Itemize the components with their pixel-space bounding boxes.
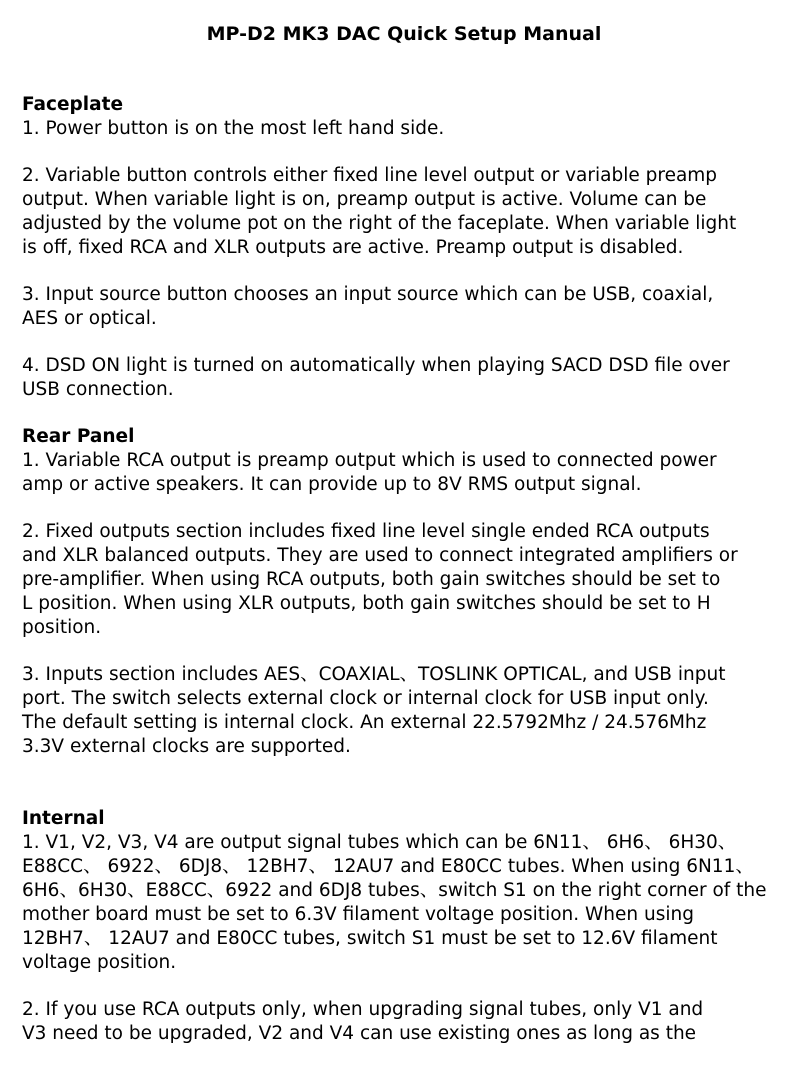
internal-section (22, 807, 794, 1046)
internal-item-1: 1. V1, V2, V3, V4 are output signal tubes which can be 6N11、 6H6、 6H30、 E88CC、 6922、 6DJ8、 12BH7、 12AU7 and E80CC tubes. When using 6N11、 6H6、6H30、E88CC、6922 and 6DJ8 tubes、switch S1 on the right corner of the mother board must be set to 6.3V filament voltage position. When using 12BH7、 12AU7 and E80CC tubes, switch S1 must be set to 12.6V filament voltage position. (22, 832, 767, 973)
faceplate-item-4: 4. DSD ON light is turned on automatically when playing SACD DSD file over USB connection. (22, 355, 730, 400)
manual-content (22, 93, 794, 1046)
faceplate-section (22, 93, 794, 402)
section-heading-rear-panel: Rear Panel (22, 426, 135, 447)
faceplate-item-1: 1. Power button is on the most left hand side. (22, 118, 445, 139)
page-title: MP-D2 MK3 DAC Quick Setup Manual (206, 23, 602, 45)
rear-panel-item-2: 2. Fixed outputs section includes fixed line level single ended RCA outputs and XLR balanced outputs. They are used to connect integrated amplifiers or pre-amplifier. When using RCA outputs, both gain switches should be set to L position. When using XLR outputs, both gain switches should be set to H position. (22, 521, 738, 638)
section-heading-faceplate: Faceplate (22, 94, 124, 115)
rear-panel-item-3: 3. Inputs section includes AES、COAXIAL、TOSLINK OPTICAL, and USB input port. The switch selects external clock or internal clock for USB input only. The default setting is internal clock. An external 22.5792Mhz / 24.576Mhz 3.3V external clocks are supported. (22, 664, 726, 757)
section-heading-internal: Internal (22, 808, 105, 829)
internal-item-2: 2. If you use RCA outputs only, when upgrading signal tubes, only V1 and V3 need to be upgraded, V2 and V4 can use existing ones as long as the (22, 999, 704, 1044)
faceplate-item-3: 3. Input source button chooses an input source which can be USB, coaxial, AES or optical. (22, 284, 714, 329)
rear-panel-section (22, 425, 794, 759)
faceplate-item-2: 2. Variable button controls either fixed line level output or variable preamp output. When variable light is on, preamp output is active. Volume can be adjusted by the volume pot on the right of the faceplate. When variable light is off, fixed RCA and XLR outputs are active. Preamp output is disabled. (22, 165, 737, 258)
rear-panel-item-1: 1. Variable RCA output is preamp output which is used to connected power amp or active speakers. It can provide up to 8V RMS output signal. (22, 450, 717, 495)
